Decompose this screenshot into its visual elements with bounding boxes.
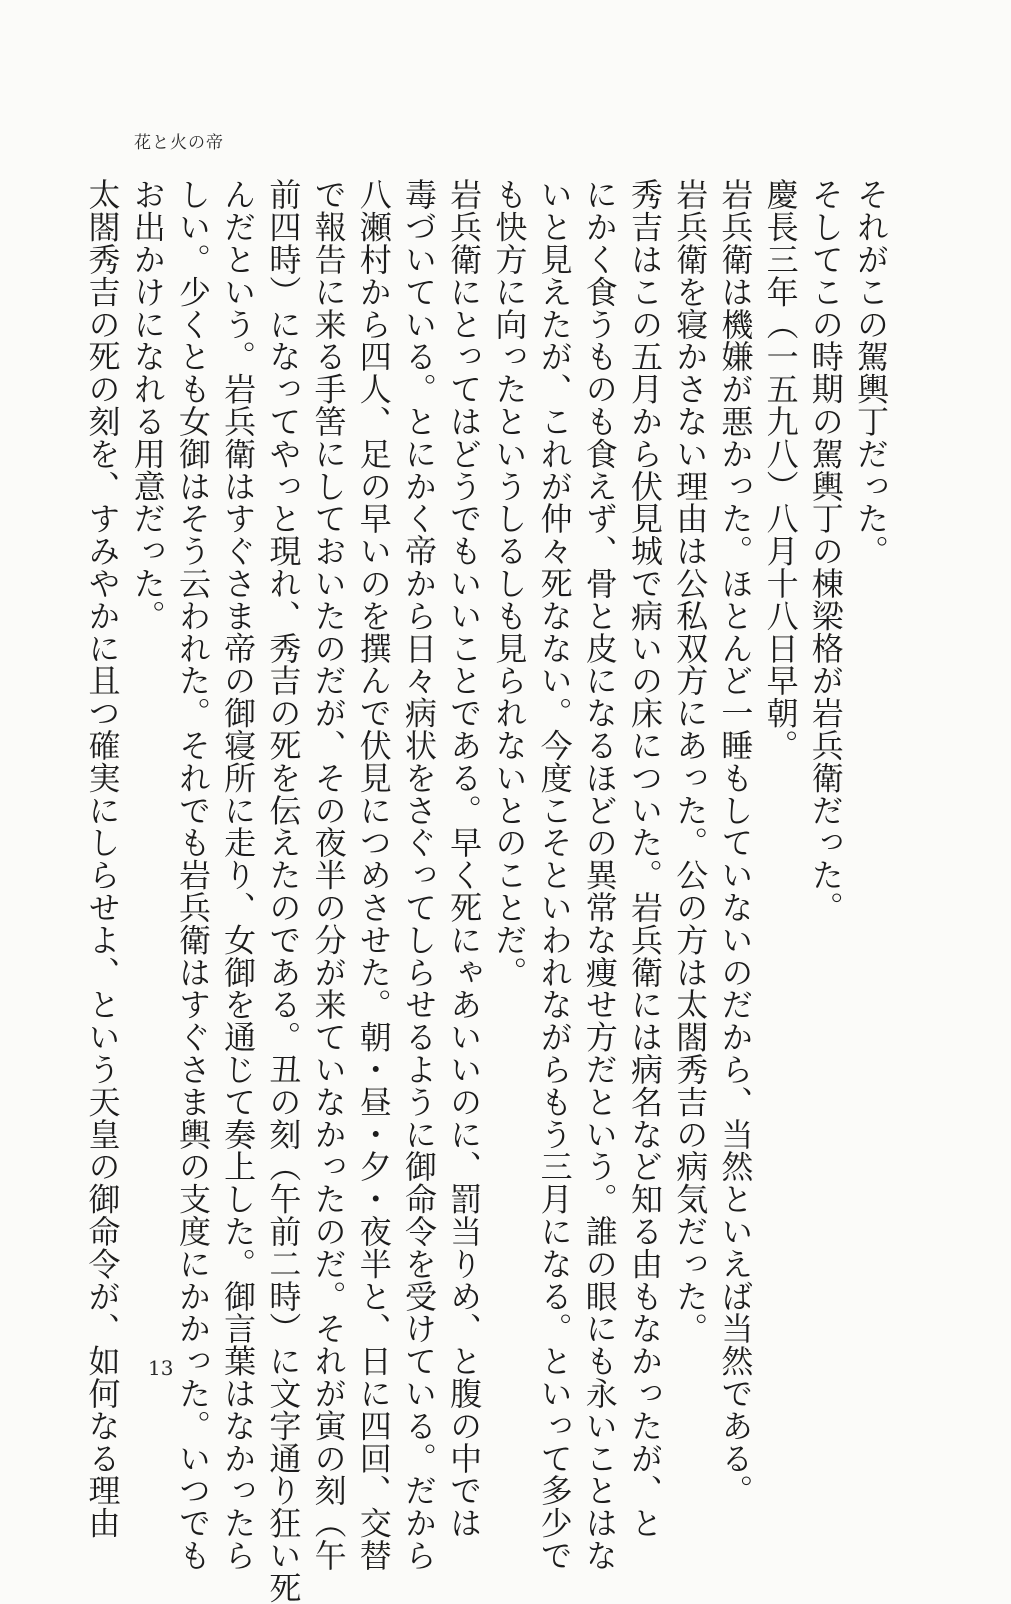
text-column: しい。少くとも女御はそう云われた。それでも岩兵衛はすぐさま輿の支度にかかった。いつでも [173, 178, 212, 1572]
text-column: 岩兵衛は機嫌が悪かった。ほとんど一睡もしていないのだから、当然といえば当然である。 [716, 178, 755, 1507]
running-head: 花と火の帝 [134, 133, 224, 153]
text-column: いと見えたが、これが仲々死なない。今度こそといわれながらもう三月になる。といって多少で [535, 178, 574, 1572]
text-column: にかく食うものも食えず、骨と皮になるほどの異常な痩せ方だという。誰の眼にも永いことはな [580, 178, 619, 1572]
text-column: 慶長三年（一五九八）八月十八日早朝。 [761, 178, 800, 762]
text-column: んだという。岩兵衛はすぐさま帝の御寝所に走り、女御を通じて奏上した。御言葉はなかったら [219, 178, 258, 1572]
page-number: 13 [148, 1356, 174, 1380]
text-column: それがこの駕輿丁だった。 [852, 178, 890, 567]
text-column: そしてこの時期の駕輿丁の棟梁格が岩兵衛だった。 [806, 178, 845, 924]
text-column: お出かけになれる用意だった。 [128, 178, 167, 632]
text-column: 八瀬村から四人、足の早いのを撰んで伏見につめさせた。朝・昼・夕・夜半と、日に四回、交替 [354, 178, 393, 1572]
text-column: も快方に向ったというしるしも見られないとのことだ。 [490, 178, 529, 988]
text-column: 前四時）になってやっと現れ、秀吉の死を伝えたのである。丑の刻（午前二時）に文字通り狂い死 [264, 178, 303, 1604]
text-column: で報告に来る手筈にしておいたのだが、その夜半の分が来ていなかったのだ。それが寅の刻（午 [309, 178, 348, 1572]
text-column: 秀吉はこの五月から伏見城で病いの床についた。岩兵衛には病名など知る由もなかったが、と [625, 178, 664, 1539]
text-column: 岩兵衛にとってはどうでもいいことである。早く死にゃあいいのに、罰当りめ、と腹の中では [445, 178, 484, 1539]
text-column: 太閤秀吉の死の刻を、すみやかに且つ確実にしらせよ、という天皇の御命令が、如何なる理由 [83, 178, 122, 1539]
text-column: 毒づいている。とにかく帝から日々病状をさぐってしらせるように御命令を受けている。だから [399, 178, 438, 1572]
text-column: 岩兵衛を寝かさない理由は公私双方にあった。公の方は太閤秀吉の病気だった。 [671, 178, 710, 1345]
